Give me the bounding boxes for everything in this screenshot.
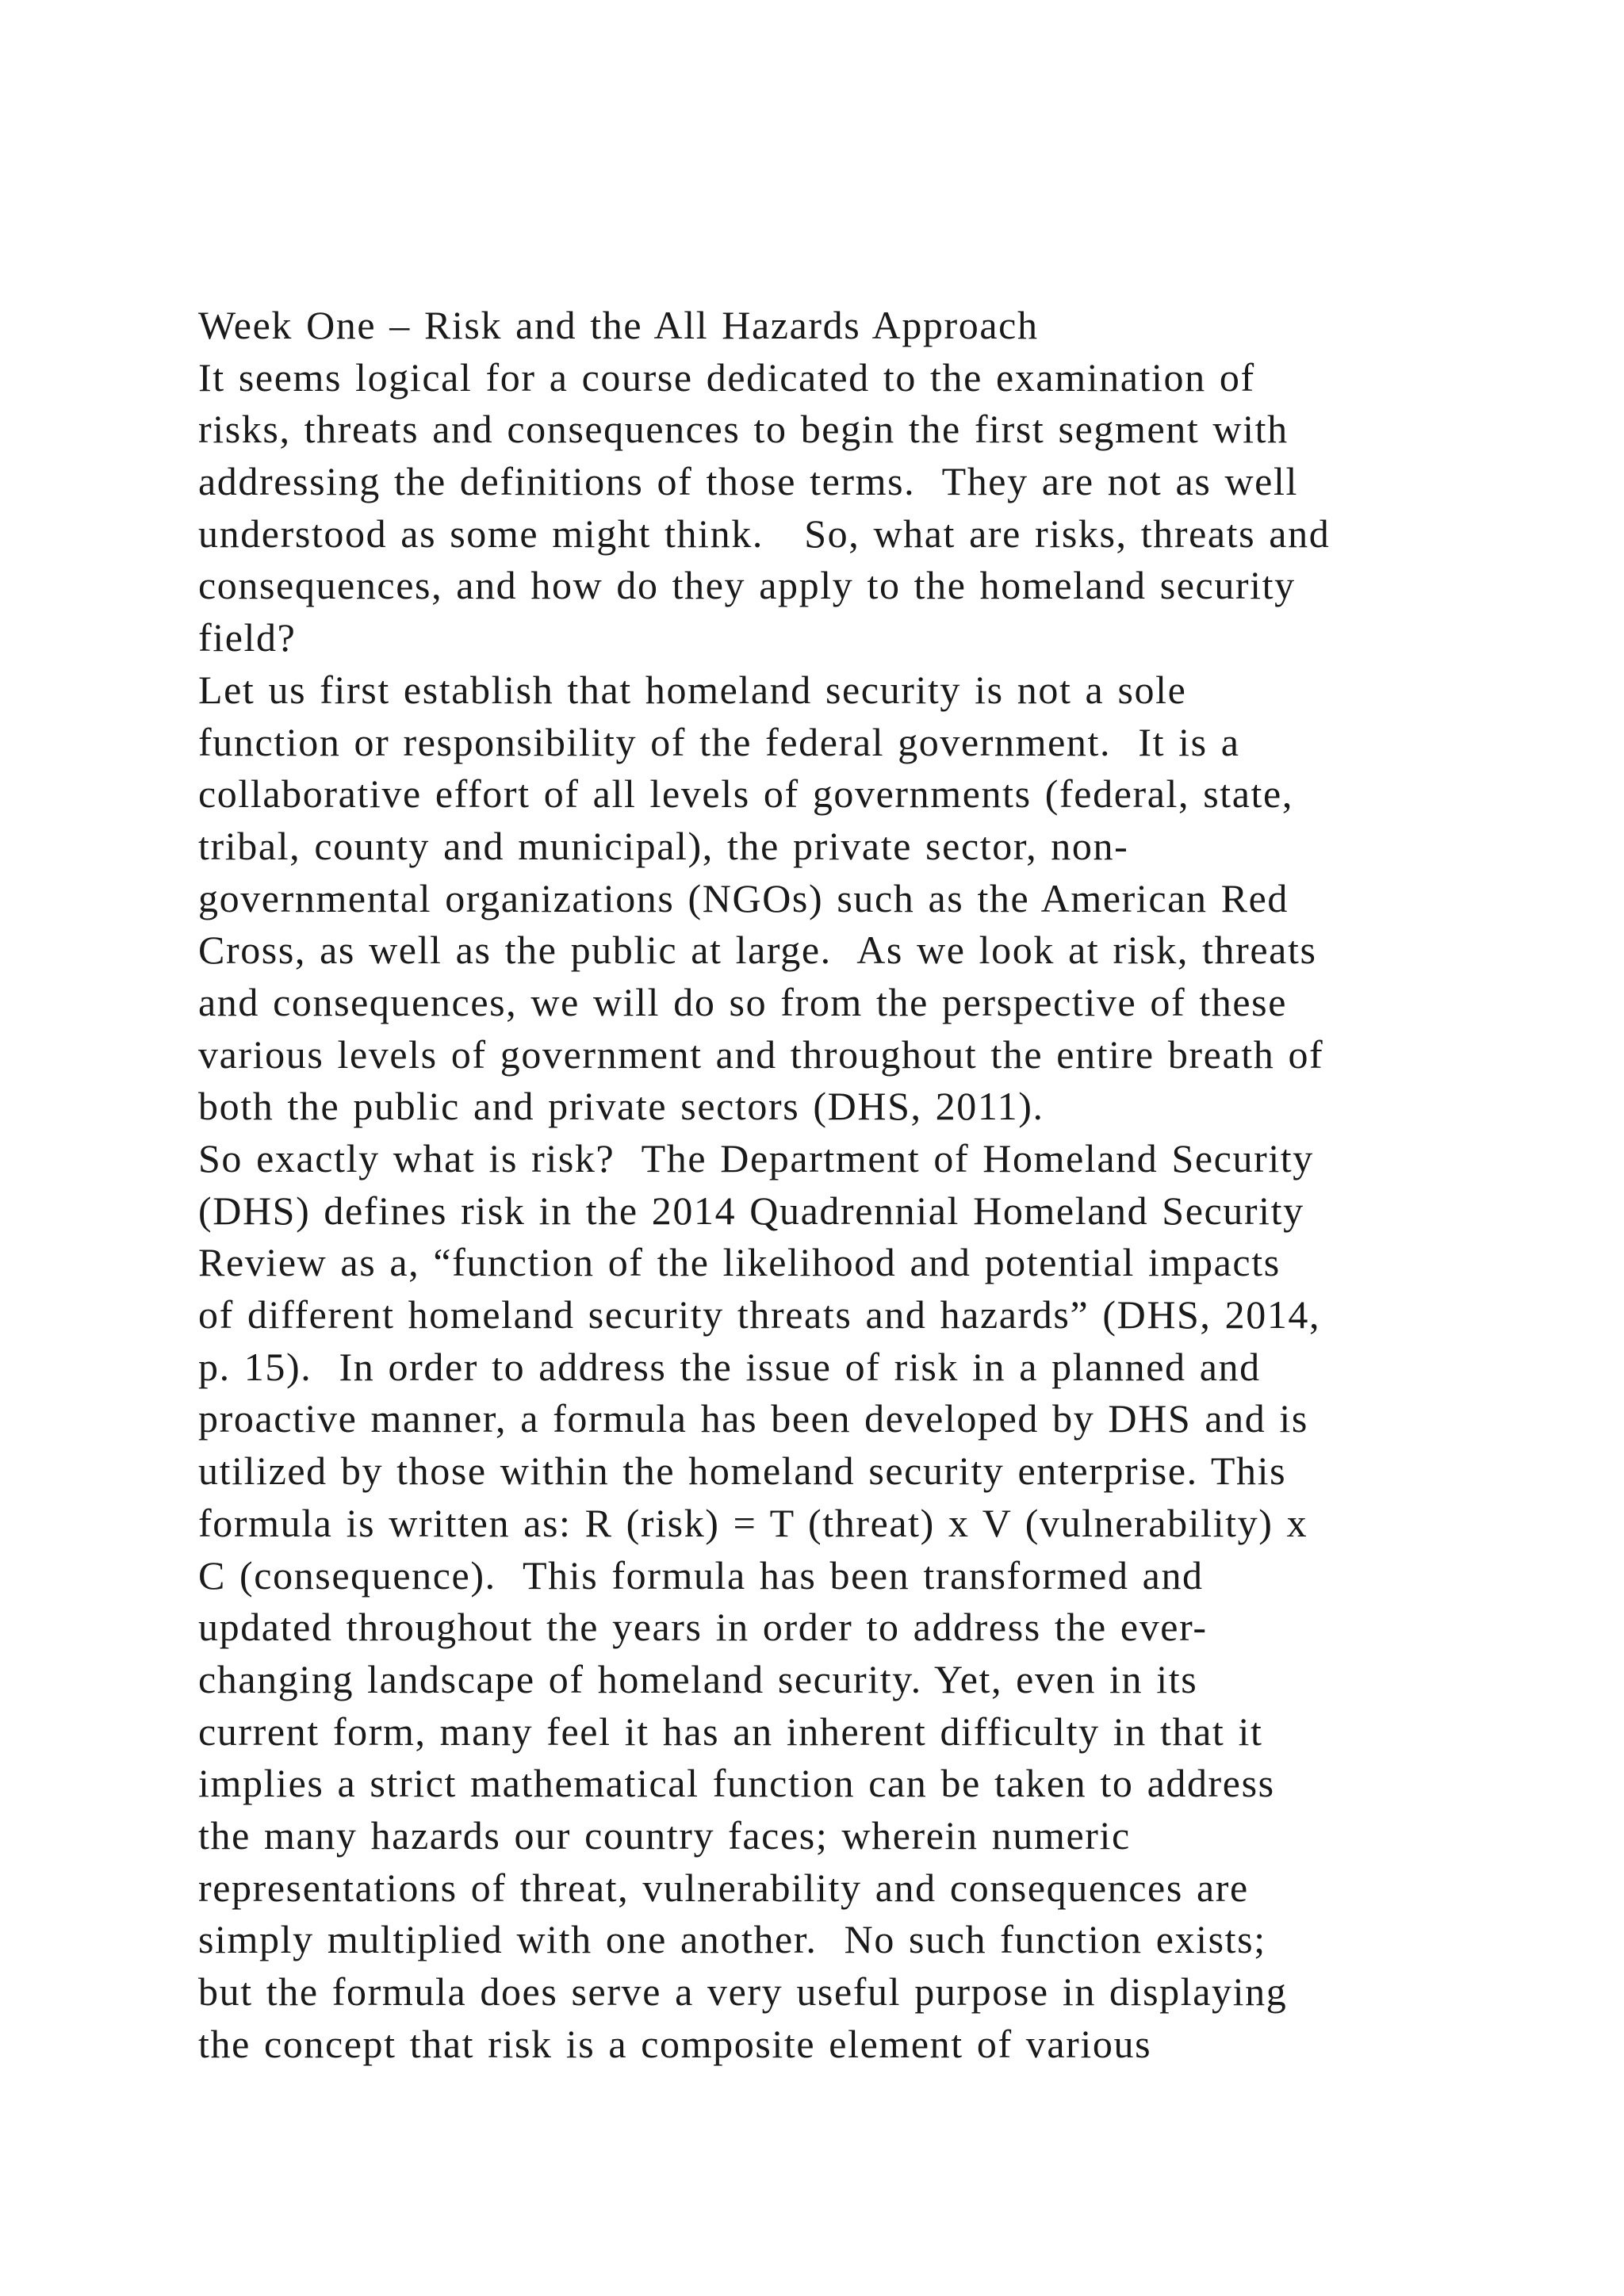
text-line: p. 15). In order to address the issue of risk in a planned and — [198, 1344, 1261, 1389]
text-line: addressing the definitions of those terms. They are not as well — [198, 459, 1298, 504]
text-line: both the public and private sectors (DHS, 2011). — [198, 1084, 1044, 1129]
text-line: current form, many feel it has an inherent difficulty in that it — [198, 1709, 1263, 1754]
document-title: Week One – Risk and the All Hazards Approach — [198, 303, 1039, 347]
text-line: updated throughout the years in order to address the ever- — [198, 1605, 1208, 1650]
text-line: representations of threat, vulnerability and consequences are — [198, 1865, 1249, 1910]
text-line: function or responsibility of the federal government. It is a — [198, 719, 1240, 764]
text-line: governmental organizations (NGOs) such as the American Red — [198, 875, 1289, 920]
text-line: Review as a, “function of the likelihood and potential impacts — [198, 1240, 1281, 1285]
text-line: proactive manner, a formula has been developed by DHS and is — [198, 1396, 1308, 1441]
text-line: It seems logical for a course dedicated to the examination of — [198, 354, 1255, 400]
text-line: and consequences, we will do so from the perspective of these — [198, 979, 1288, 1024]
text-line: the concept that risk is a composite element of various — [198, 2021, 1152, 2066]
text-line: Cross, as well as the public at large. As we look at risk, threats — [198, 928, 1317, 973]
document-body — [198, 300, 1546, 2070]
text-line: formula is written as: R (risk) = T (threat) x V (vulnerability) x — [198, 1500, 1308, 1545]
text-line: tribal, county and municipal), the private sector, non- — [198, 823, 1129, 868]
text-line: simply multiplied with one another. No such function exists; — [198, 1917, 1266, 1962]
text-line: consequences, and how do they apply to the homeland security — [198, 563, 1296, 608]
text-line: but the formula does serve a very useful purpose in displaying — [198, 1969, 1288, 2014]
text-line: of different homeland security threats and hazards” (DHS, 2014, — [198, 1292, 1321, 1337]
text-line: So exactly what is risk? The Department of Homeland Security — [198, 1136, 1314, 1181]
text-line: the many hazards our country faces; wherein numeric — [198, 1812, 1131, 1858]
text-line: C (consequence). This formula has been transformed and — [198, 1552, 1204, 1598]
text-line: changing landscape of homeland security. Yet, even in its — [198, 1656, 1198, 1701]
text-line: understood as some might think. So, what are risks, threats and — [198, 511, 1331, 556]
text-line: collaborative effort of all levels of governments (federal, state, — [198, 771, 1293, 817]
text-line: utilized by those within the homeland security enterprise. This — [198, 1448, 1287, 1494]
text-line: field? — [198, 615, 297, 660]
text-line: risks, threats and consequences to begin the first segment with — [198, 407, 1289, 452]
text-line: Let us first establish that homeland security is not a sole — [198, 667, 1187, 712]
text-line: (DHS) defines risk in the 2014 Quadrennial Homeland Security — [198, 1188, 1304, 1233]
text-line: implies a strict mathematical function can be taken to address — [198, 1761, 1275, 1806]
text-line: various levels of government and throughout the entire breath of — [198, 1031, 1324, 1077]
